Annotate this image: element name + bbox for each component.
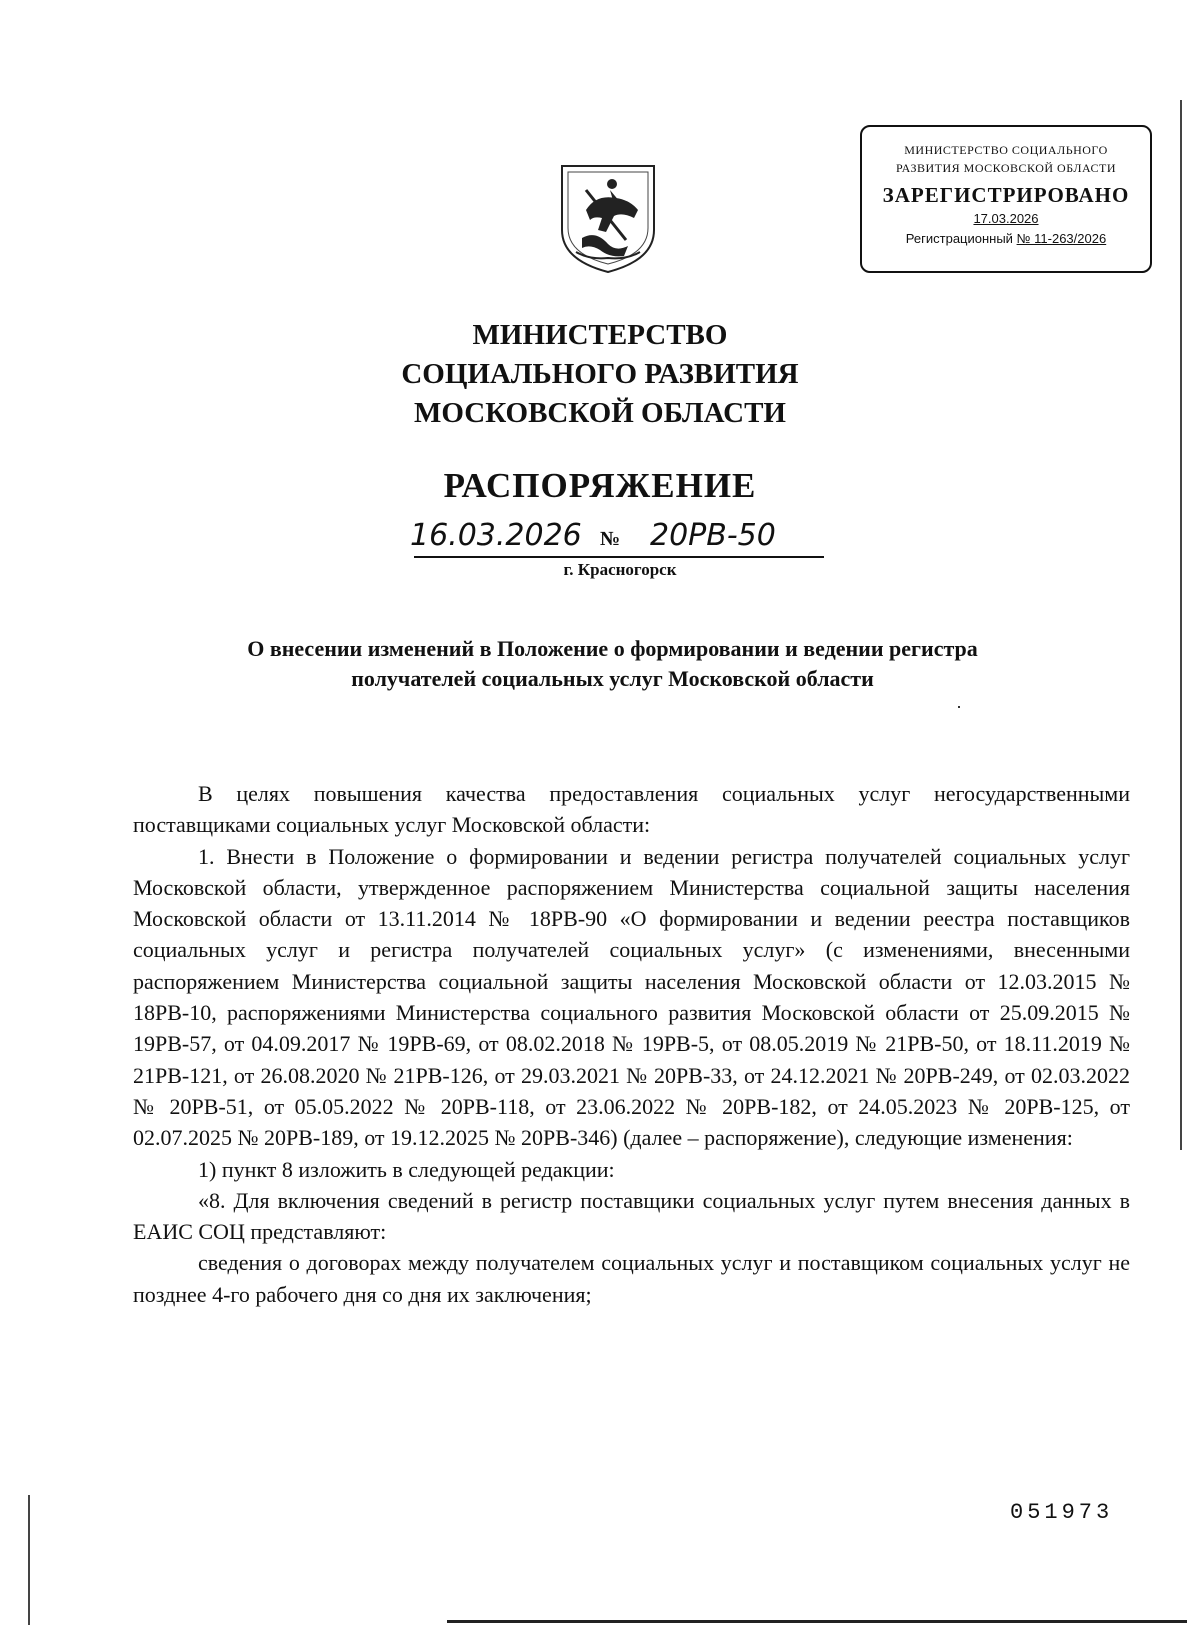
subject-line2: получателей социальных услуг Московской области [351,666,874,691]
stamp-status: ЗАРЕГИСТРИРОВАНО [882,183,1130,207]
ministry-line3: МОСКОВСКОЙ ОБЛАСТИ [413,397,786,429]
ministry-name [0,316,1200,433]
document-date-number [410,518,830,556]
document-body [133,778,1130,1310]
scan-edge-bottom [447,1620,1187,1623]
coat-of-arms-icon [556,160,660,276]
city: г. Красногорск [563,560,677,579]
document-subject [0,634,1200,694]
ministry-line2: СОЦИАЛЬНОГО РАЗВИТИЯ [401,358,799,390]
subject-line1: О внесении изменений в Положение о формировании и ведении регистра [247,636,978,661]
serial-number: 051973 [1010,1500,1114,1525]
body-paragraph-item1: 1. Внести в Положение о формировании и ведении регистра получателей социальных услуг Московской области, утвержденное распоряжением Министерства социальной защиты населения Московской области от 13.11.2014 № 18РВ-90 «О формировании и ведении реестра поставщиков социальных услуг и регистра получателей социальных услуг» (с изменениями, внесенными распоряжением Министерства социальной защиты населения Московской области от 12.03.2015 № 18РВ-10, распоряжениями Министерства социального развития Московской области от 25.09.2015 № 19РВ-57, от 04.09.2017 № 19РВ-69, от 08.02.2018 № 19РВ-5, от 08.05.2019 № 21РВ-50, от 18.11.2019 № 21РВ-121, от 26.08.2020 № 21РВ-126, от 29.03.2021 № 20РВ-33, от 24.12.2021 № 20РВ-249, от 02.03.2022 № 20РВ-51, от 05.05.2022 № 20РВ-118, от 23.06.2022 № 20РВ-182, от 24.05.2023 № 20РВ-125, от 02.07.2025 № 20РВ-189, от 19.12.2025 № 20РВ-346) (далее – распоряжение), следующие изменения: [133,843,1130,1151]
date-underline [414,556,824,558]
ministry-line1: МИНИСТЕРСТВО [472,319,728,351]
stamp-organization [862,141,1150,177]
handwritten-date: 16.03.2026 [410,518,582,553]
stamp-org-line1: МИНИСТЕРСТВО СОЦИАЛЬНОГО [904,143,1108,157]
stamp-org-line2: РАЗВИТИЯ МОСКОВСКОЙ ОБЛАСТИ [895,161,1117,175]
body-paragraph-contracts: сведения о договорах между получателем социальных услуг и поставщиком социальных услуг не позднее 4-го рабочего дня со дня их заключения; [133,1250,1130,1307]
document-type: РАСПОРЯЖЕНИЕ [443,466,757,505]
stamp-reg-number: № 11-263/2026 [1016,231,1107,246]
scan-edge-right [1180,100,1182,1150]
registration-stamp [860,125,1152,273]
scan-edge-left [28,1495,30,1625]
stamp-date: 17.03.2026 [973,211,1039,226]
handwritten-number: 20РВ-50 [650,518,776,553]
scan-speck [958,706,960,708]
stamp-reg-label: Регистрационный [905,231,1013,246]
body-paragraph-point8: «8. Для включения сведений в регистр поставщики социальных услуг путем внесения данных в ЕАИС СОЦ представляют: [133,1187,1130,1245]
number-sign: № [600,528,621,550]
body-paragraph-preamble: В целях повышения качества предоставления социальных услуг негосударственными поставщиками социальных услуг Московской области: [133,781,1130,838]
stamp-registration-number [862,231,1150,246]
body-paragraph-subitem1: 1) пункт 8 изложить в следующей редакции: [198,1156,615,1182]
